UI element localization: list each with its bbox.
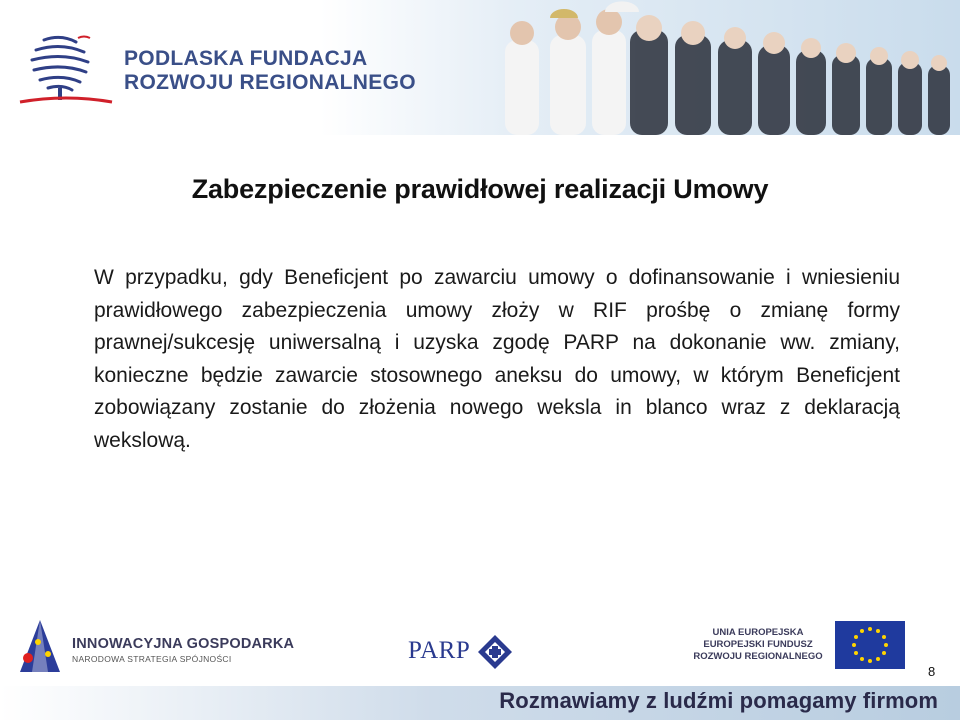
organization-name [124,47,416,95]
parp-label: PARP [408,637,471,664]
innowacyjna-title: INNOWACYJNA GOSPODARKA [72,636,295,652]
eu-flag-icon [835,621,905,669]
parp-emblem-icon [477,634,513,670]
slogan: Rozmawiamy z ludźmi pomagamy firmom [499,688,938,713]
org-name-line1: PODLASKA FUNDACJA [124,47,368,70]
ue-line2: EUROPEJSKI FUNDUSZ [703,639,813,650]
bottom-bar [0,686,960,720]
crowd-photo-icon [400,0,960,135]
slide-title: Zabezpieczenie prawidłowej realizacji Umowy [191,174,769,204]
header [0,0,960,135]
ue-line3: ROZWOJU REGIONALNEGO [693,651,823,662]
innowacyjna-emblem-icon [18,618,62,674]
page-number: 8 [928,664,936,679]
ue-line1: UNIA EUROPEJSKA [712,627,804,638]
innowacyjna-subtitle: NARODOWA STRATEGIA SPÓJNOŚCI [72,654,232,664]
footer-logos [0,610,960,682]
foundation-logo-icon [16,30,116,110]
ue-label [690,627,826,663]
slide-body-text: W przypadku, gdy Beneficjent po zawarciu umowy o dofinansowanie i wniesieniu prawidłowego zabezpieczenia umowy złoży w RIF prośbę o zmianę formy prawnej/sukcesję uniwersalną i uzyska zgodę PARP na dokonanie ww. zmiany, konieczne będzie zawarcie stosownego aneksu do umowy, w którym Beneficjent zobowiązany zostanie do złożenia nowego weksla in blanco wraz z deklaracją wekslową. [94,266,900,452]
org-name-line2: ROZWOJU REGIONALNEGO [124,71,416,94]
